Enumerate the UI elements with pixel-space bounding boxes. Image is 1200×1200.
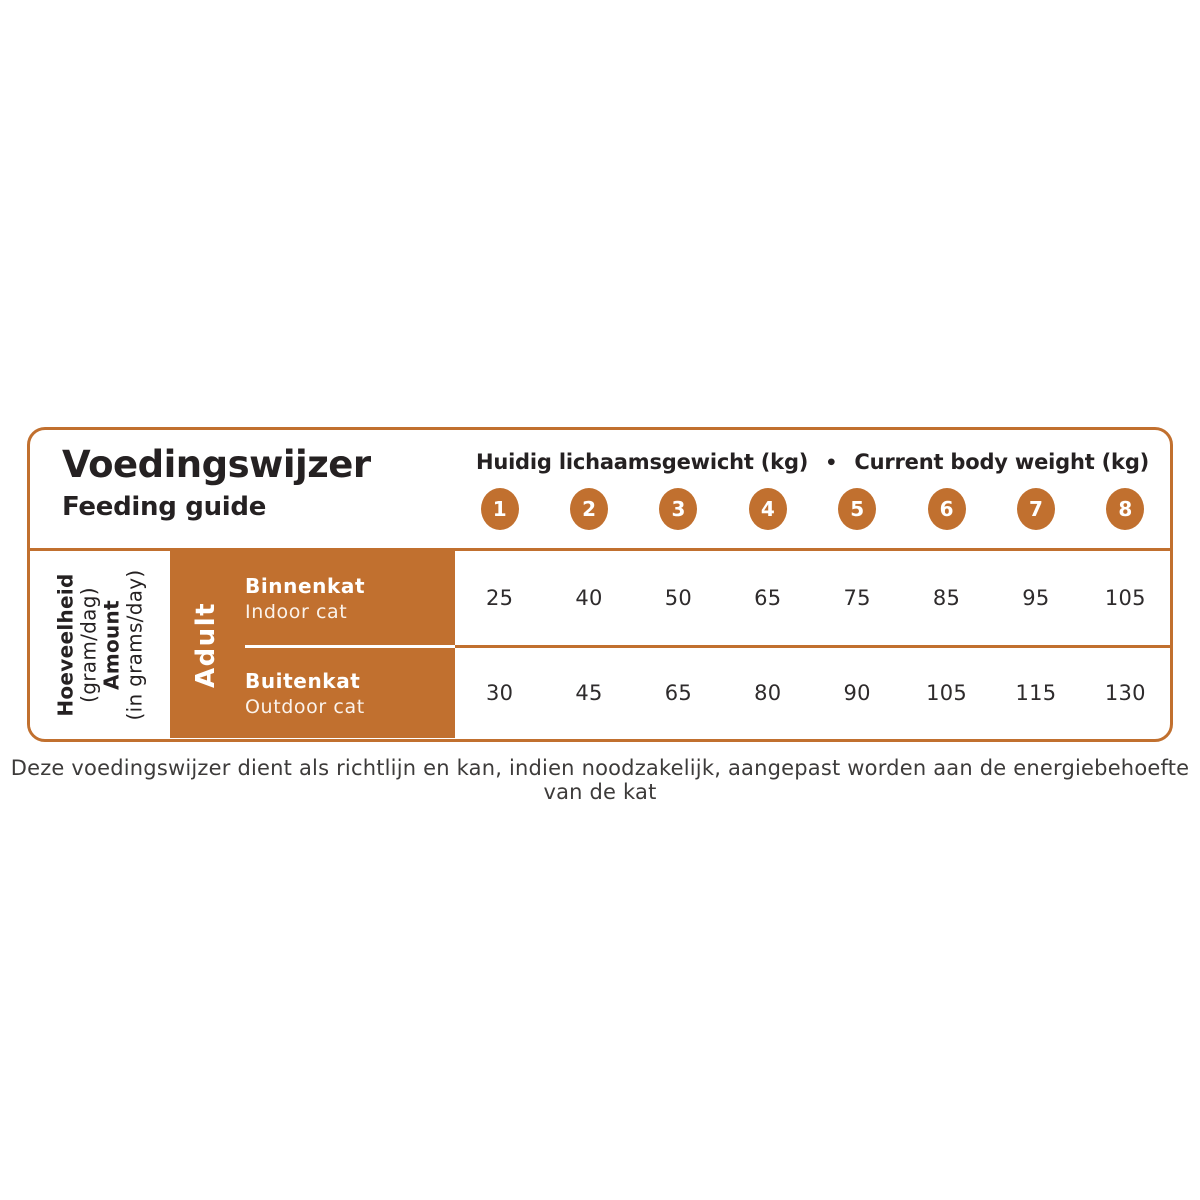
amount-axis-nl: Hoeveelheid [53,572,77,717]
indoor-value-8: 105 [1104,586,1146,610]
indoor-value-4: 65 [754,586,782,610]
title-block [62,443,371,522]
weight-circle-4: 4 [749,488,787,530]
outdoor-value-3: 65 [664,681,693,705]
weight-circle-6: 6 [928,488,966,530]
indoor-value-7: 95 [1022,586,1050,610]
indoor-value-5: 75 [843,586,871,610]
body-weight-header-nl: Huidig lichaamsgewicht (kg) [475,450,809,474]
table-row-outdoor [455,648,1170,738]
row-divider-white [245,645,455,648]
weight-circle-8: 8 [1106,488,1144,530]
indoor-value-1: 25 [486,586,514,610]
weight-circle-row [455,487,1170,531]
indoor-value-6: 85 [932,586,961,610]
weight-circle-7: 7 [1017,488,1055,530]
row-label-indoor-nl: Binnenkat [245,573,366,598]
bullet-separator: • [825,452,838,474]
row-label-outdoor-en: Outdoor cat [245,695,365,718]
row-label-outdoor [245,648,455,738]
disclaimer-note: Deze voedingswijzer dient als richtlijn en kan, indien noodzakelijk, aangepast worden aan de energiebehoefte van de kat [10,756,1190,804]
outdoor-value-7: 115 [1015,681,1057,705]
outdoor-value-1: 30 [486,681,514,705]
row-label-indoor-en: Indoor cat [245,600,348,623]
amount-axis-cell [30,551,170,738]
feeding-guide-card [27,427,1173,742]
weight-circle-3: 3 [659,488,697,530]
body-weight-header [455,450,1170,474]
amount-axis-en: Amount [99,599,123,690]
amount-axis-nl-unit: (gram/dag) [76,586,100,703]
life-stage-strip [170,551,243,738]
outdoor-value-5: 90 [843,681,871,705]
table-row-indoor [455,551,1170,645]
indoor-value-3: 50 [664,586,693,610]
outdoor-value-8: 130 [1104,681,1146,705]
page-subtitle: Feeding guide [62,491,267,522]
weight-circle-1: 1 [481,488,519,530]
life-stage-label: Adult [191,601,222,688]
amount-axis-label [54,569,146,720]
row-label-outdoor-nl: Buitenkat [245,668,361,693]
outdoor-value-4: 80 [754,681,782,705]
outdoor-value-2: 45 [575,681,603,705]
body-weight-header-en: Current body weight (kg) [854,450,1150,474]
weight-circle-2: 2 [570,488,608,530]
indoor-value-2: 40 [575,586,603,610]
weight-circle-5: 5 [838,488,876,530]
page-title: Voedingswijzer [62,443,371,486]
row-label-indoor [245,551,455,645]
amount-axis-en-unit: (in grams/day) [122,569,146,720]
outdoor-value-6: 105 [926,681,968,705]
